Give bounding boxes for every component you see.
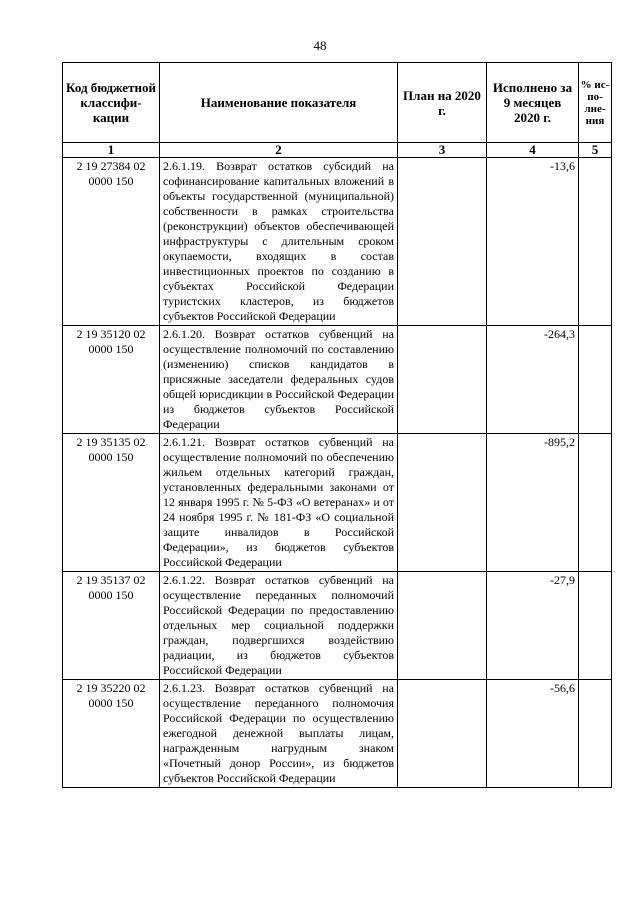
table-header-row xyxy=(63,63,612,143)
row-code: 2 19 35220 02 0000 150 xyxy=(63,680,160,788)
table-row xyxy=(63,572,612,680)
column-number: 3 xyxy=(398,143,487,158)
row-code: 2 19 27384 02 0000 150 xyxy=(63,158,160,326)
row-plan xyxy=(398,326,487,434)
row-executed: -56,6 xyxy=(487,680,579,788)
budget-table xyxy=(62,62,612,788)
table-row xyxy=(63,158,612,326)
row-percent xyxy=(579,326,612,434)
header-executed: Исполнено за 9 месяцев 2020 г. xyxy=(487,63,579,143)
table-row xyxy=(63,434,612,572)
header-name: Наименование показателя xyxy=(160,63,398,143)
table-row xyxy=(63,326,612,434)
table-row xyxy=(63,680,612,788)
row-plan xyxy=(398,680,487,788)
row-percent xyxy=(579,434,612,572)
row-executed: -264,3 xyxy=(487,326,579,434)
column-number: 4 xyxy=(487,143,579,158)
page-number: 48 xyxy=(313,38,327,53)
row-percent xyxy=(579,572,612,680)
row-code: 2 19 35137 02 0000 150 xyxy=(63,572,160,680)
row-plan xyxy=(398,158,487,326)
row-percent xyxy=(579,158,612,326)
row-plan xyxy=(398,572,487,680)
header-plan: План на 2020 г. xyxy=(398,63,487,143)
row-executed: -13,6 xyxy=(487,158,579,326)
column-number: 2 xyxy=(160,143,398,158)
column-number: 5 xyxy=(579,143,612,158)
header-percent: % ис-по-лне-ния xyxy=(579,63,612,143)
row-percent xyxy=(579,680,612,788)
row-executed: -895,2 xyxy=(487,434,579,572)
row-name: 2.6.1.22. Возврат остатков субвенций на осуществление переданных полномочий Российской Федерации по предоставлению отдельных мер социальной поддержки граждан, подвергшихся воздействию радиации, из бюджетов субъектов Российской Федерации xyxy=(160,572,398,680)
row-code: 2 19 35135 02 0000 150 xyxy=(63,434,160,572)
row-code: 2 19 35120 02 0000 150 xyxy=(63,326,160,434)
row-plan xyxy=(398,434,487,572)
column-number: 1 xyxy=(63,143,160,158)
row-executed: -27,9 xyxy=(487,572,579,680)
row-name: 2.6.1.20. Возврат остатков субвенций на осуществление полномочий по составлению (изменению) списков кандидатов в присяжные заседатели федеральных судов общей юрисдикции в Российской Федерации из бюджетов субъектов Российской Федерации xyxy=(160,326,398,434)
row-name: 2.6.1.21. Возврат остатков субвенций на осуществление полномочий по обеспечению жильем отдельных категорий граждан, установленных федеральными законами от 12 января 1995 г. № 5-ФЗ «О ветеранах» и от 24 ноября 1995 г. № 181-ФЗ «О социальной защите инвалидов в Российской Федерации», из бюджетов субъектов Российской Федерации xyxy=(160,434,398,572)
row-name: 2.6.1.19. Возврат остатков субсидий на софинансирование капитальных вложений в объекты государственной (муниципальной) собственности в рамках строительства (реконструкции) объектов обеспечивающей инфраструктуры с длительным сроком окупаемости, входящих в состав инвестиционных проектов по созданию в субъектах Российской Федерации туристских кластеров, из бюджетов субъектов Российской Федерации xyxy=(160,158,398,326)
column-number-row xyxy=(63,143,612,158)
header-code: Код бюджетной классифи-кации xyxy=(63,63,160,143)
row-name: 2.6.1.23. Возврат остатков субвенций на осуществление переданного полномочия Российской Федерации по осуществлению ежегодной денежной выплаты лицам, награжденным нагрудным знаком «Почетный донор России», из бюджетов субъектов Российской Федерации xyxy=(160,680,398,788)
